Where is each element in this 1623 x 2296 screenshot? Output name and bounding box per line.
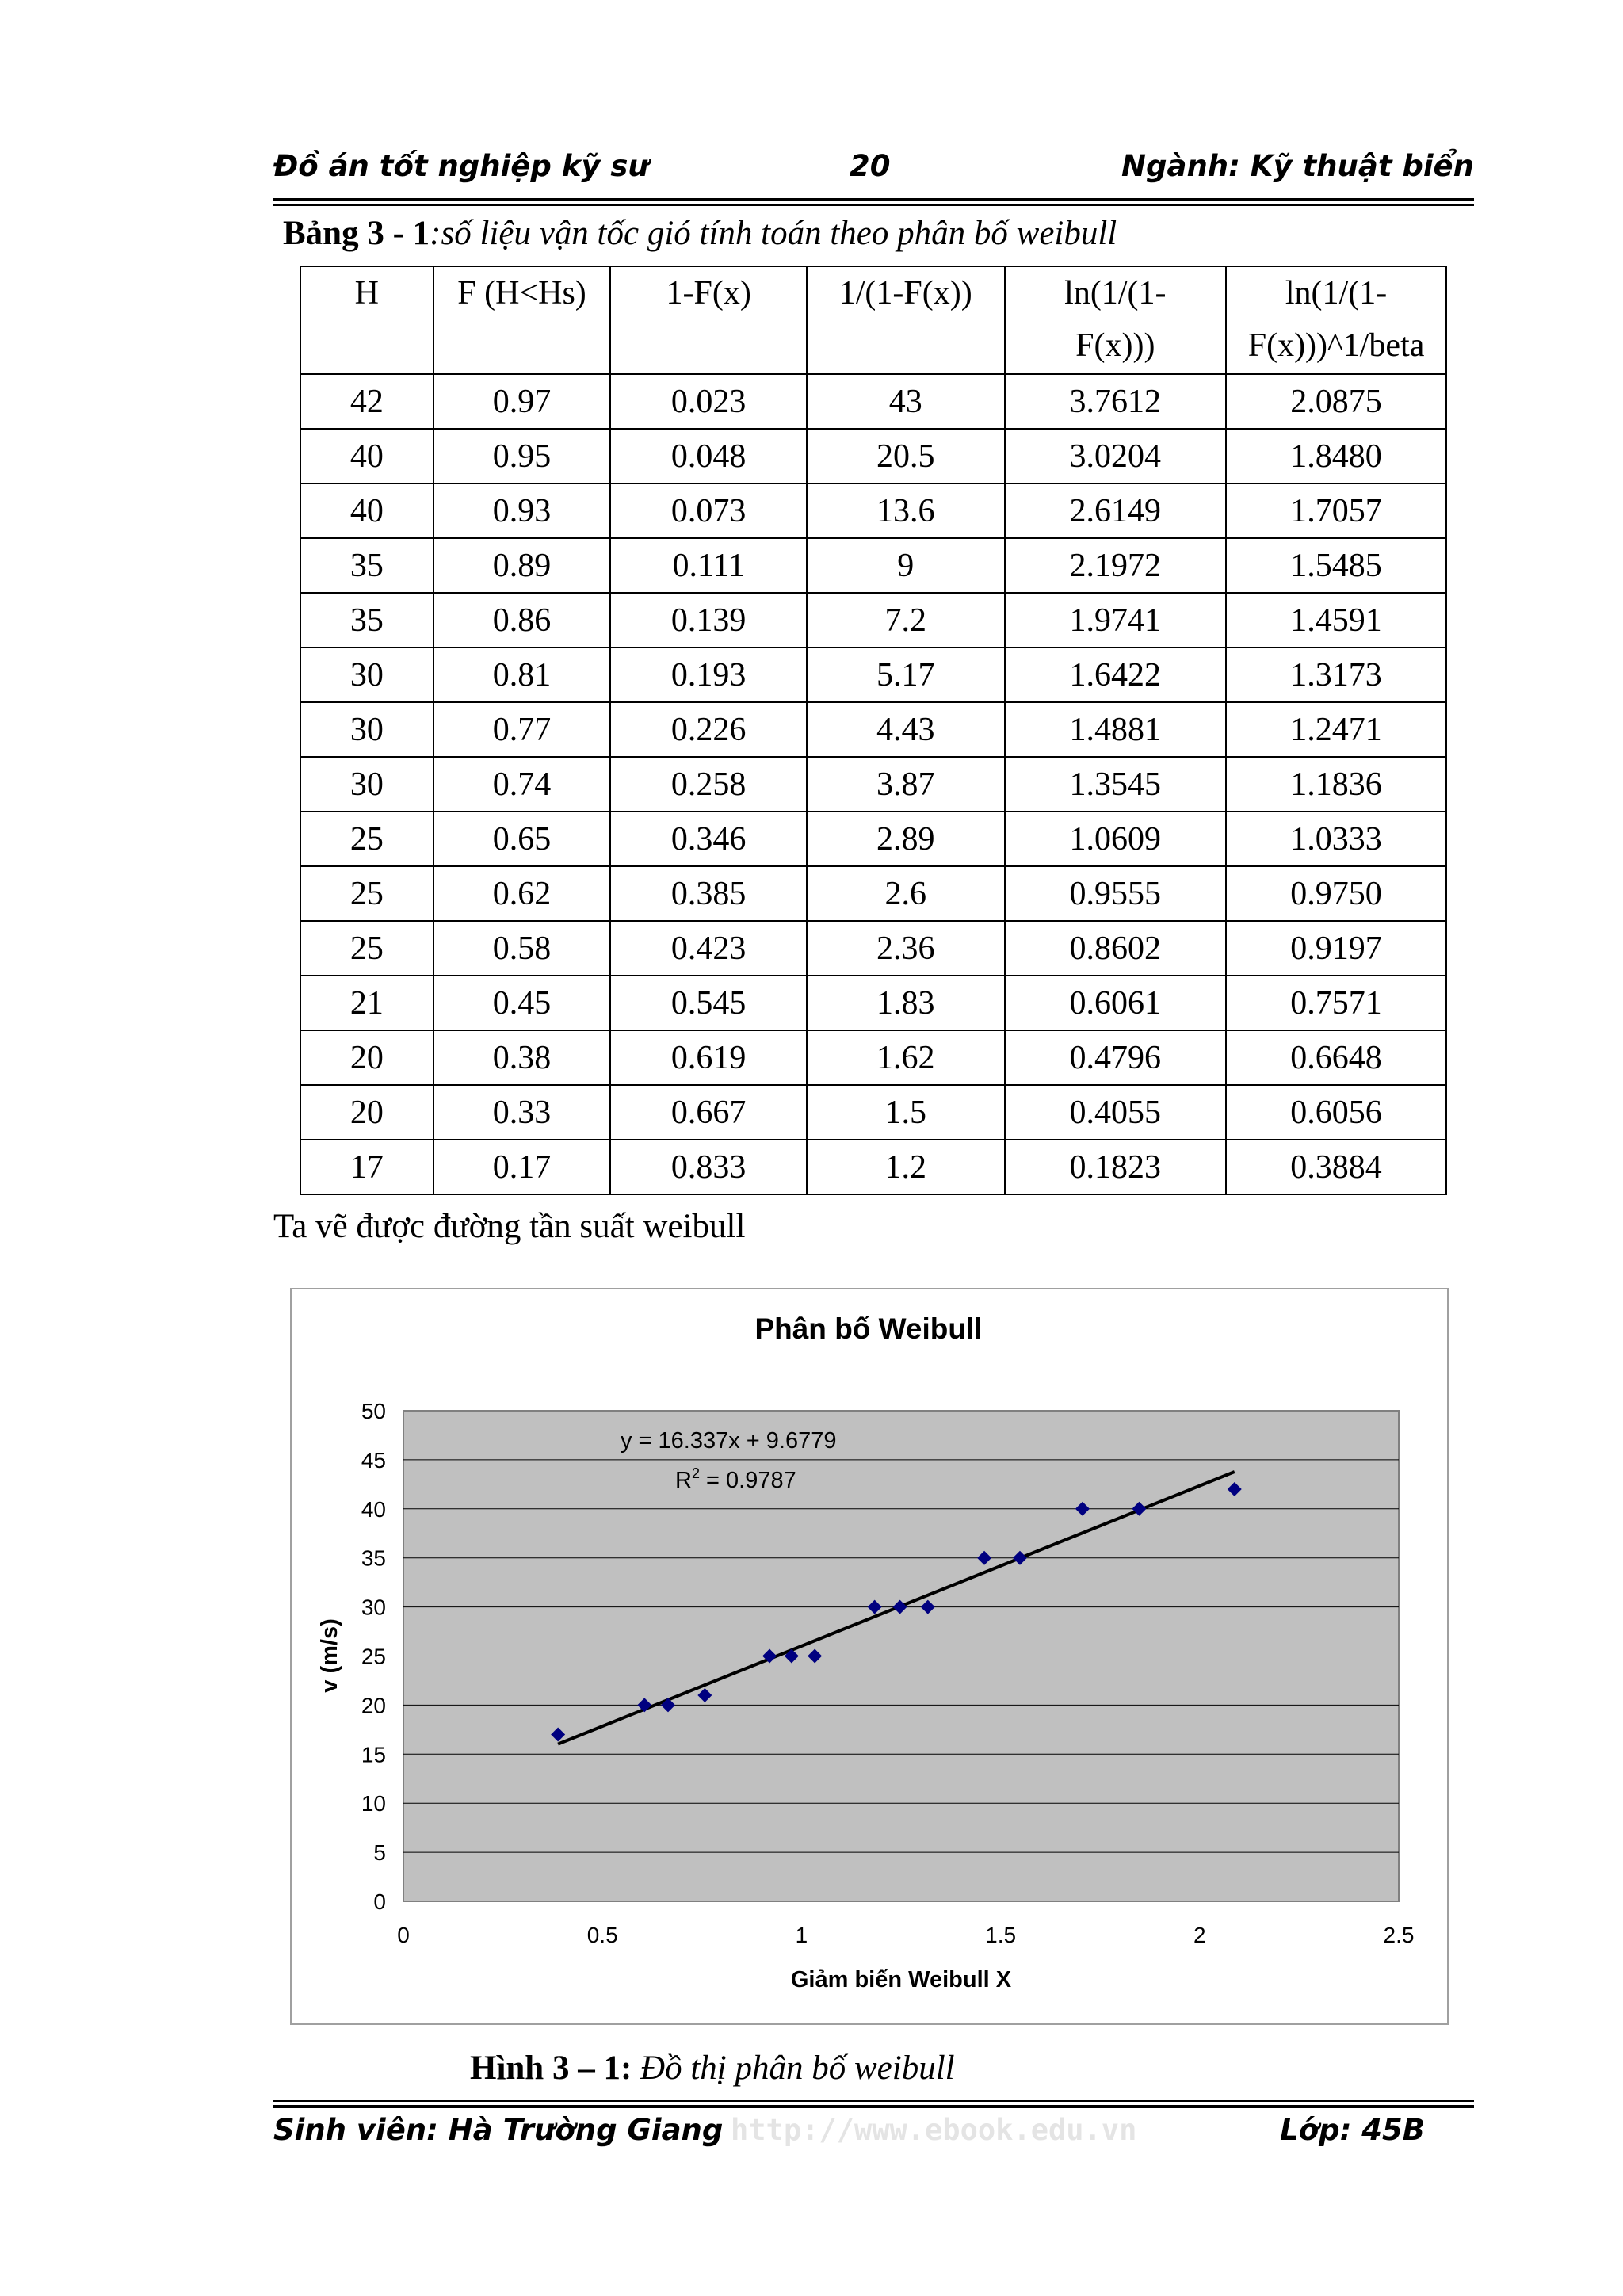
column-header-line: F (H<Hs) [457,275,586,311]
column-header-line: 1/(1-F(x)) [838,275,972,311]
table-cell: 1.4881 [1005,702,1227,757]
table-cell: 1.62 [807,1030,1005,1085]
footer-watermark: http://www.ebook.edu.vn [731,2113,1137,2147]
footer-class: Lớp: 45B [1280,2113,1425,2147]
table-cell: 0.139 [610,593,807,648]
y-tick-label: 10 [361,1791,386,1817]
table-cell: 20 [300,1030,433,1085]
table-cell: 2.1972 [1005,538,1227,593]
table-cell: 0.048 [610,429,807,483]
table-cell: 1.2 [807,1140,1005,1194]
y-tick-label: 0 [373,1889,386,1914]
y-tick-label: 50 [361,1399,386,1423]
table-cell: 0.6056 [1226,1085,1446,1140]
table-cell: 0.86 [433,593,611,648]
body-paragraph: Ta vẽ được đường tần suất weibull [273,1208,746,1245]
y-tick-label: 35 [361,1545,386,1571]
table-cell: 25 [300,921,433,976]
y-tick-label: 40 [361,1496,386,1522]
table-cell: 42 [300,374,433,429]
table-cell: 30 [300,702,433,757]
table-cell: 0.9750 [1226,866,1446,921]
table-header-row [300,266,1446,374]
table-cell: 1.0609 [1005,812,1227,866]
trendline-equation: y = 16.337x + 9.6779 [621,1428,837,1454]
table-cell: 0.258 [610,757,807,812]
table-cell: 25 [300,812,433,866]
column-header [300,266,433,374]
table-cell: 0.667 [610,1085,807,1140]
table-cell: 1.83 [807,976,1005,1030]
table-cell: 0.65 [433,812,611,866]
table-cell: 0.4055 [1005,1085,1227,1140]
weibull-chart [292,1289,1447,2023]
header-rule-thick [273,198,1474,201]
table-cell: 1.9741 [1005,593,1227,648]
table-cell: 13.6 [807,483,1005,538]
weibull-data-table [300,266,1447,1195]
table-row [300,812,1446,866]
column-header [1005,266,1227,374]
x-tick-label: 1 [795,1923,808,1947]
table-cell: 0.17 [433,1140,611,1194]
table-cell: 0.423 [610,921,807,976]
table-row [300,593,1446,648]
table-cell: 7.2 [807,593,1005,648]
column-header-line: F(x)))^1/beta [1247,327,1425,364]
table-cell: 9 [807,538,1005,593]
table-row [300,1140,1446,1194]
table-cell: 3.87 [807,757,1005,812]
table-cell: 1.6422 [1005,648,1227,702]
column-header [610,266,807,374]
table-cell: 0.9197 [1226,921,1446,976]
figure-caption [470,2049,955,2088]
column-header-line: H [354,275,379,311]
table-cell: 0.4796 [1005,1030,1227,1085]
column-header-line: ln(1/(1- [1064,275,1167,311]
column-header [1226,266,1446,374]
table-cell: 3.0204 [1005,429,1227,483]
footer-rule-thin [273,2100,1474,2102]
table-cell: 0.9555 [1005,866,1227,921]
table-cell: 2.89 [807,812,1005,866]
table-caption-text: :số liệu vận tốc gió tính toán theo phân bố weibull [430,215,1117,252]
table-cell: 0.346 [610,812,807,866]
chart-title: Phân bố Weibull [754,1312,983,1345]
table-cell: 1.5 [807,1085,1005,1140]
table-cell: 0.93 [433,483,611,538]
table-row [300,429,1446,483]
table-cell: 0.8602 [1005,921,1227,976]
table-cell: 1.2471 [1226,702,1446,757]
figure-caption-label: Hình 3 – 1: [470,2050,632,2087]
table-cell: 21 [300,976,433,1030]
x-tick-label: 0 [397,1923,410,1947]
table-cell: 2.6149 [1005,483,1227,538]
table-row [300,866,1446,921]
header-right: Ngành: Kỹ thuật biển [1121,149,1474,183]
table-cell: 0.81 [433,648,611,702]
column-header [433,266,611,374]
figure-caption-text: Đồ thị phân bố weibull [632,2050,955,2087]
header-left: Đồ án tốt nghiệp kỹ sư [273,149,649,183]
x-axis-label: Giảm biến Weibull X [790,1967,1012,1992]
table-cell: 0.6648 [1226,1030,1446,1085]
table-row [300,1030,1446,1085]
table-cell: 0.45 [433,976,611,1030]
column-header-line: 1-F(x) [666,275,751,311]
table-cell: 0.7571 [1226,976,1446,1030]
table-cell: 0.023 [610,374,807,429]
column-header-line: ln(1/(1- [1285,275,1388,311]
table-cell: 0.619 [610,1030,807,1085]
table-cell: 1.3545 [1005,757,1227,812]
column-header [807,266,1005,374]
x-tick-label: 0.5 [586,1923,618,1947]
y-tick-label: 25 [361,1644,386,1669]
table-cell: 40 [300,429,433,483]
table-cell: 0.38 [433,1030,611,1085]
y-tick-label: 30 [361,1595,386,1620]
x-axis-ticks [397,1923,1414,1947]
table-cell: 30 [300,648,433,702]
table-cell: 1.8480 [1226,429,1446,483]
table-cell: 0.6061 [1005,976,1227,1030]
page-footer [273,2108,1425,2156]
table-row [300,1085,1446,1140]
table-cell: 20 [300,1085,433,1140]
table-cell: 0.33 [433,1085,611,1140]
table-row [300,374,1446,429]
table-row [300,648,1446,702]
table-cell: 17 [300,1140,433,1194]
table-cell: 0.073 [610,483,807,538]
y-tick-label: 45 [361,1447,386,1473]
table-cell: 2.6 [807,866,1005,921]
chart-frame [290,1288,1449,2025]
table-cell: 0.58 [433,921,611,976]
y-axis-ticks [361,1399,386,1914]
table-cell: 0.74 [433,757,611,812]
table-cell: 2.0875 [1226,374,1446,429]
y-axis-label: v (m/s) [317,1618,342,1693]
table-row [300,921,1446,976]
table-cell: 1.7057 [1226,483,1446,538]
table-cell: 1.1836 [1226,757,1446,812]
table-cell: 3.7612 [1005,374,1227,429]
table-cell: 0.95 [433,429,611,483]
table-cell: 0.62 [433,866,611,921]
y-tick-label: 15 [361,1742,386,1767]
r-squared-label: $R^2 = 0.9787$ [675,1465,796,1493]
footer-student: Sinh viên: Hà Trường Giang [273,2113,724,2147]
table-cell: 4.43 [807,702,1005,757]
table-cell: 43 [807,374,1005,429]
table-cell: 2.36 [807,921,1005,976]
table-cell: 25 [300,866,433,921]
table-caption [283,214,1117,253]
table-row [300,976,1446,1030]
table-row [300,757,1446,812]
table-cell: 1.4591 [1226,593,1446,648]
table-cell: 0.226 [610,702,807,757]
table-cell: 35 [300,538,433,593]
table-cell: 40 [300,483,433,538]
table-row [300,702,1446,757]
x-tick-label: 1.5 [985,1923,1017,1947]
table-cell: 0.97 [433,374,611,429]
table-cell: 1.5485 [1226,538,1446,593]
table-cell: 0.3884 [1226,1140,1446,1194]
x-tick-label: 2.5 [1383,1923,1415,1947]
table-cell: 0.833 [610,1140,807,1194]
table-cell: 1.0333 [1226,812,1446,866]
table-cell: 5.17 [807,648,1005,702]
page-number: 20 [850,149,891,183]
table-cell: 1.3173 [1226,648,1446,702]
table-caption-label: Bảng 3 - 1 [283,215,430,252]
table-row [300,538,1446,593]
table-cell: 0.193 [610,648,807,702]
table-cell: 35 [300,593,433,648]
table-cell: 0.1823 [1005,1140,1227,1194]
table-cell: 0.77 [433,702,611,757]
y-tick-label: 20 [361,1693,386,1718]
y-tick-label: 5 [373,1840,386,1866]
page-header [273,143,1474,190]
x-tick-label: 2 [1193,1923,1206,1947]
column-header-line: F(x))) [1075,327,1155,364]
table-cell: 30 [300,757,433,812]
table-cell: 0.111 [610,538,807,593]
table-cell: 0.385 [610,866,807,921]
table-cell: 0.545 [610,976,807,1030]
header-rule-thin [273,204,1474,206]
table-cell: 0.89 [433,538,611,593]
table-cell: 20.5 [807,429,1005,483]
table-row [300,483,1446,538]
